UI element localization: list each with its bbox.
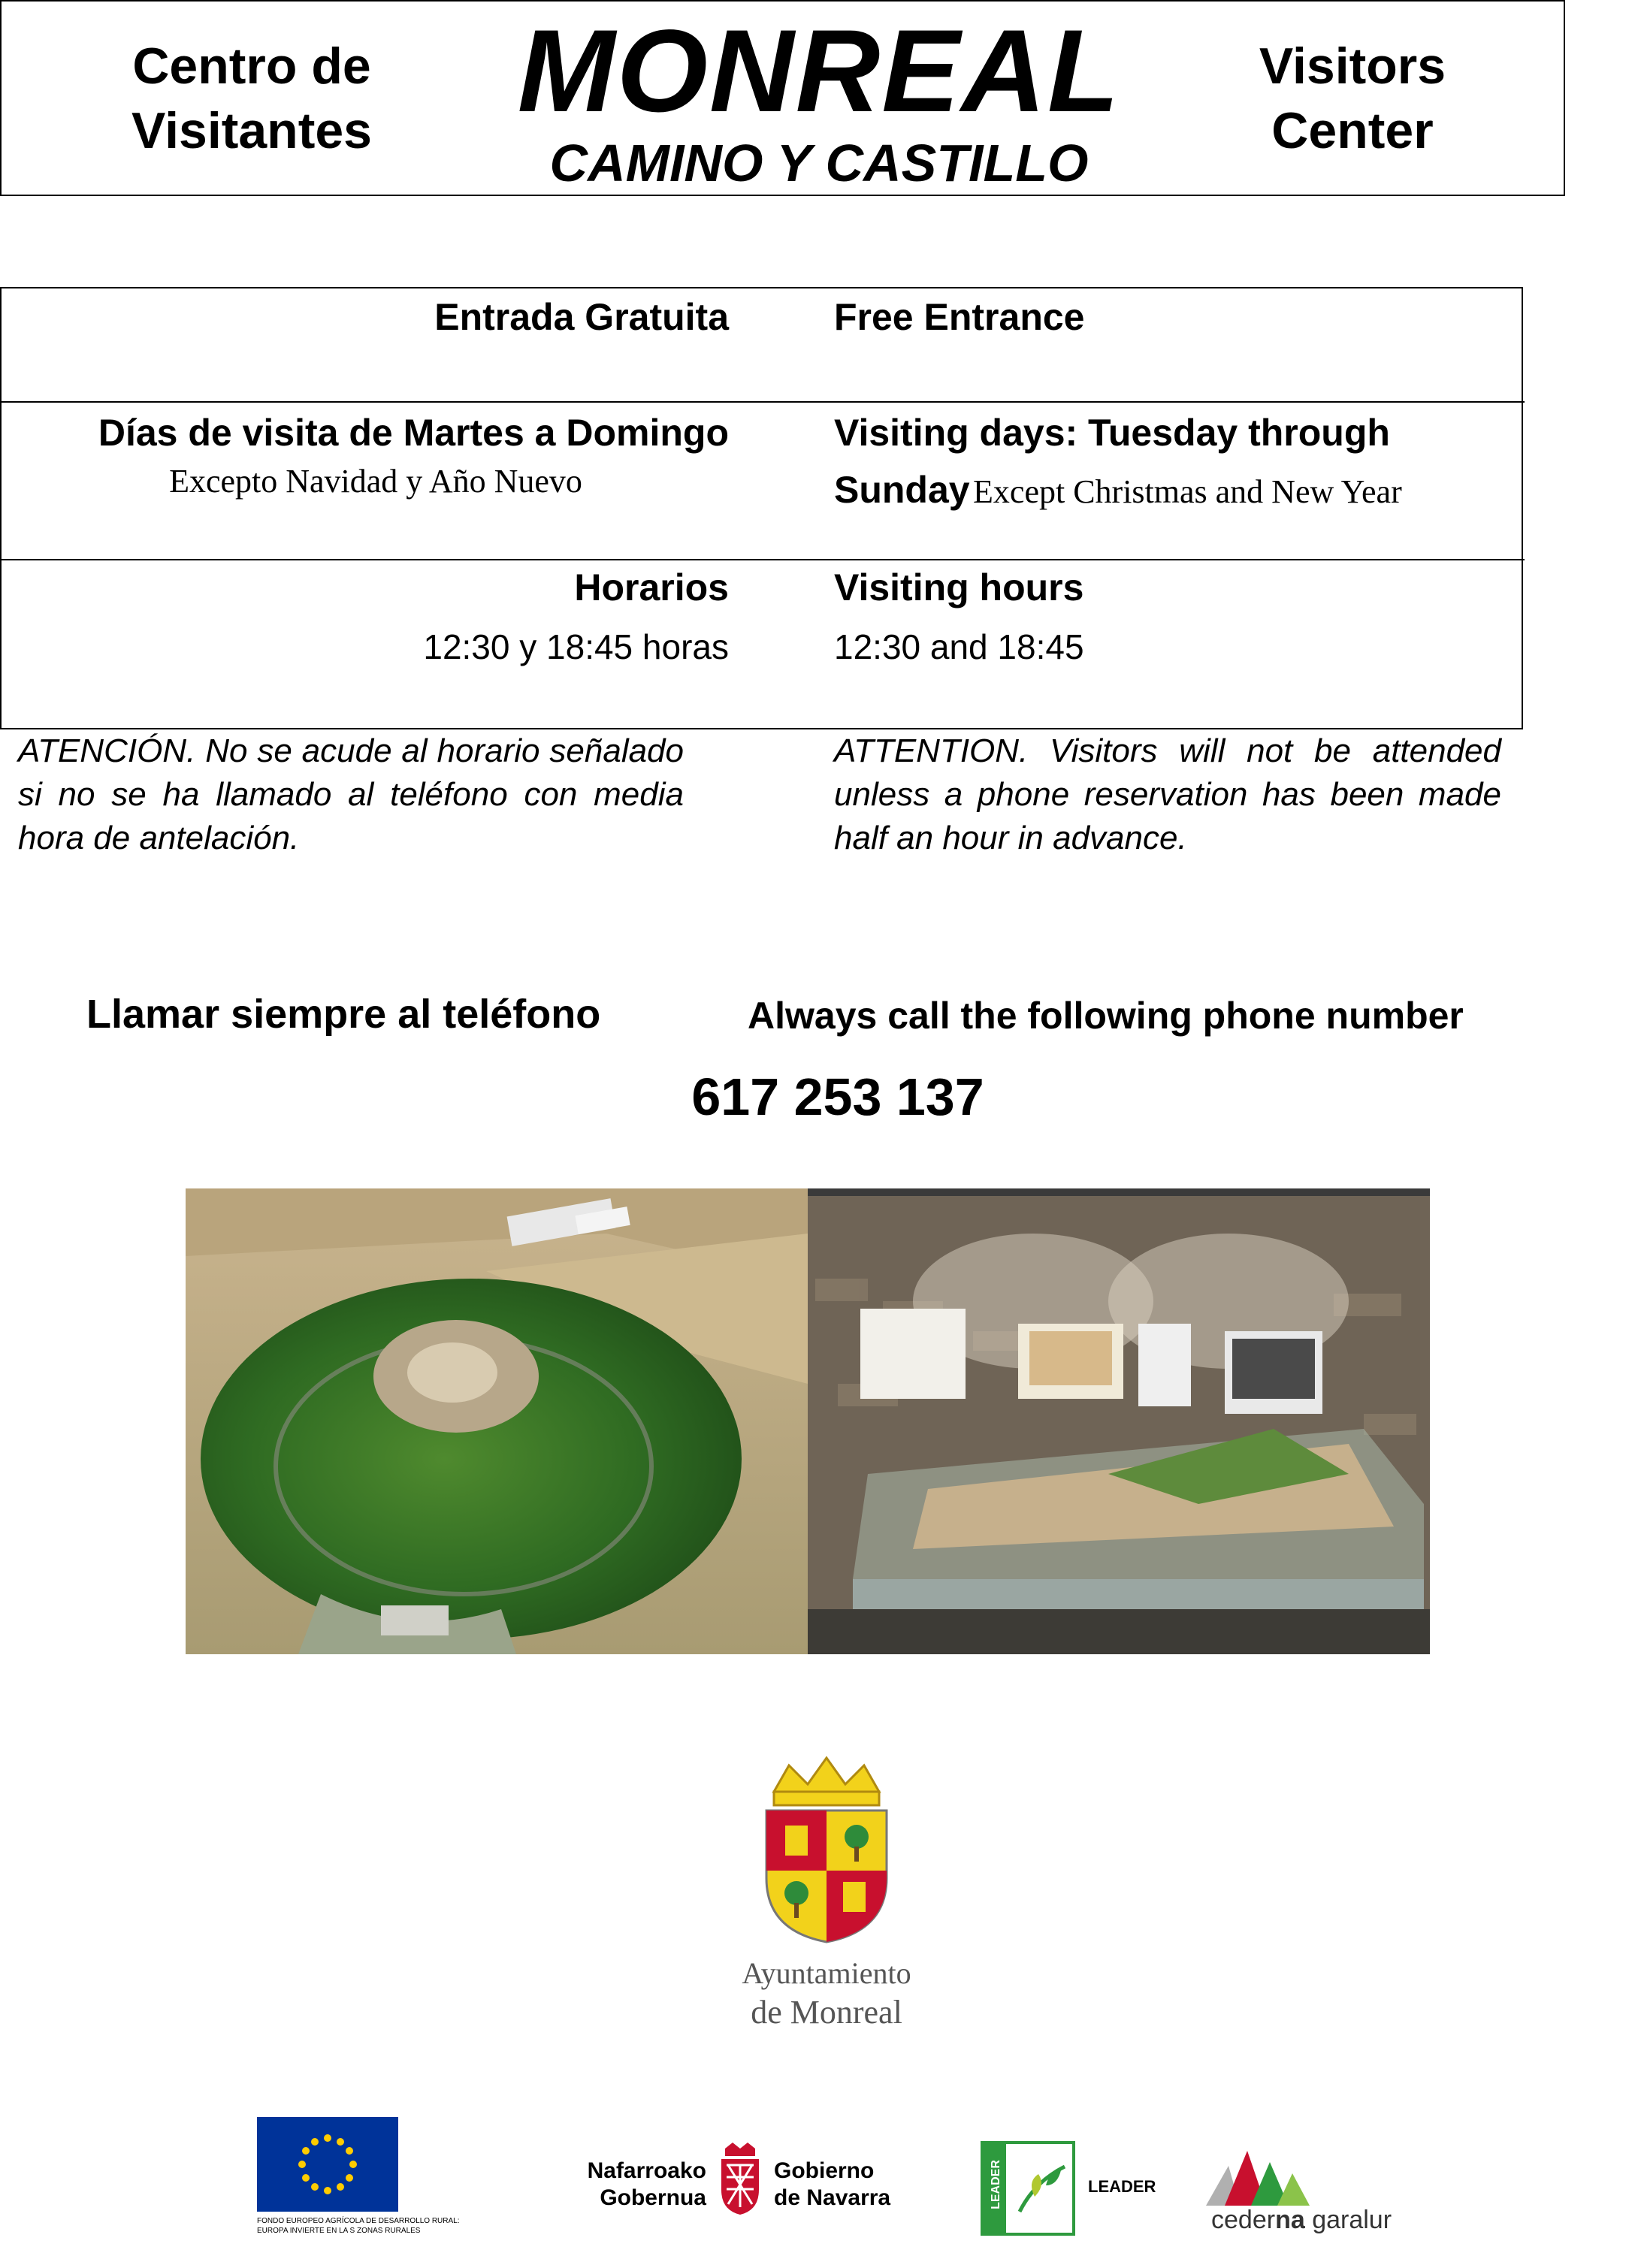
page-subtitle: CAMINO Y CASTILLO bbox=[549, 134, 1089, 192]
cederna-text-c: garalur bbox=[1304, 2206, 1392, 2234]
days-en-note: Except Christmas and New Year bbox=[973, 473, 1402, 510]
phone-number: 617 253 137 bbox=[691, 1068, 984, 1126]
hours-en-title: Visiting hours bbox=[834, 566, 1084, 609]
navarra-right bbox=[774, 2158, 939, 2212]
ayuntamiento-line2: de Monreal bbox=[751, 1994, 902, 2031]
leader-leaf-icon bbox=[1012, 2159, 1069, 2219]
days-en-line1: Visiting days: Tuesday through bbox=[834, 412, 1390, 454]
cederna-mountains-icon bbox=[1206, 2147, 1311, 2207]
days-en-line2 bbox=[834, 467, 1518, 513]
navarra-left-line1: Nafarroako bbox=[587, 2158, 706, 2183]
eu-caption-line2: EUROPA INVIERTE EN LA S ZONAS RURALES bbox=[257, 2227, 421, 2235]
monreal-coat-of-arms bbox=[744, 1750, 909, 1946]
leader-vertical-text: LEADER bbox=[990, 2160, 1002, 2209]
aerial-castle-photo bbox=[186, 1188, 808, 1654]
eu-caption-line1: FONDO EUROPEO AGRÍCOLA DE DESARROLLO RURAL: bbox=[257, 2217, 460, 2225]
navarra-left-line2: Gobernua bbox=[600, 2185, 706, 2210]
call-es: Llamar siempre al teléfono bbox=[86, 992, 601, 1037]
header-right-line2: Center bbox=[1271, 102, 1434, 159]
page-title: MONREAL bbox=[517, 6, 1121, 137]
header-left-line2: Visitantes bbox=[131, 102, 372, 159]
info-divider-2 bbox=[2, 559, 1525, 560]
attention-es: ATENCIÓN. No se acude al horario señalado si no se ha llamado al teléfono con media hora de antelación. bbox=[18, 732, 684, 856]
navarra-right-line2: de Navarra bbox=[774, 2185, 891, 2210]
hours-es-title: Horarios bbox=[574, 566, 729, 609]
info-divider-1 bbox=[2, 401, 1525, 403]
header-right-title bbox=[1217, 34, 1488, 163]
entrance-en: Free Entrance bbox=[834, 296, 1085, 338]
hours-en-value: 12:30 and 18:45 bbox=[834, 627, 1084, 666]
navarra-left bbox=[556, 2158, 706, 2212]
hours-es-value: 12:30 y 18:45 horas bbox=[423, 627, 729, 666]
leader-logo bbox=[981, 2141, 1075, 2236]
navarra-shield-icon bbox=[718, 2141, 763, 2216]
eu-flag-logo bbox=[257, 2117, 398, 2212]
days-es: Días de visita de Martes a Domingo bbox=[98, 412, 729, 454]
attention-en: ATTENTION. Visitors will not be attended unless a phone reservation has been made half an hour in advance. bbox=[834, 732, 1501, 856]
header-right-line1: Visitors bbox=[1259, 38, 1446, 95]
entrance-es: Entrada Gratuita bbox=[434, 296, 729, 338]
header-left-title bbox=[90, 34, 413, 163]
days-es-note: Excepto Navidad y Año Nuevo bbox=[169, 463, 582, 500]
leader-label: LEADER bbox=[1088, 2177, 1156, 2196]
cederna-text-b: na bbox=[1275, 2206, 1305, 2234]
header-left-line1: Centro de bbox=[132, 38, 371, 95]
castle-model-photo bbox=[808, 1188, 1430, 1654]
navarra-right-line1: Gobierno bbox=[774, 2158, 875, 2183]
ayuntamiento-line1: Ayuntamiento bbox=[742, 1956, 911, 1990]
cederna-text bbox=[1211, 2205, 1392, 2235]
call-en: Always call the following phone number bbox=[748, 995, 1464, 1037]
cederna-text-a: ceder bbox=[1211, 2206, 1276, 2234]
days-en-bold: Sunday bbox=[834, 469, 970, 511]
